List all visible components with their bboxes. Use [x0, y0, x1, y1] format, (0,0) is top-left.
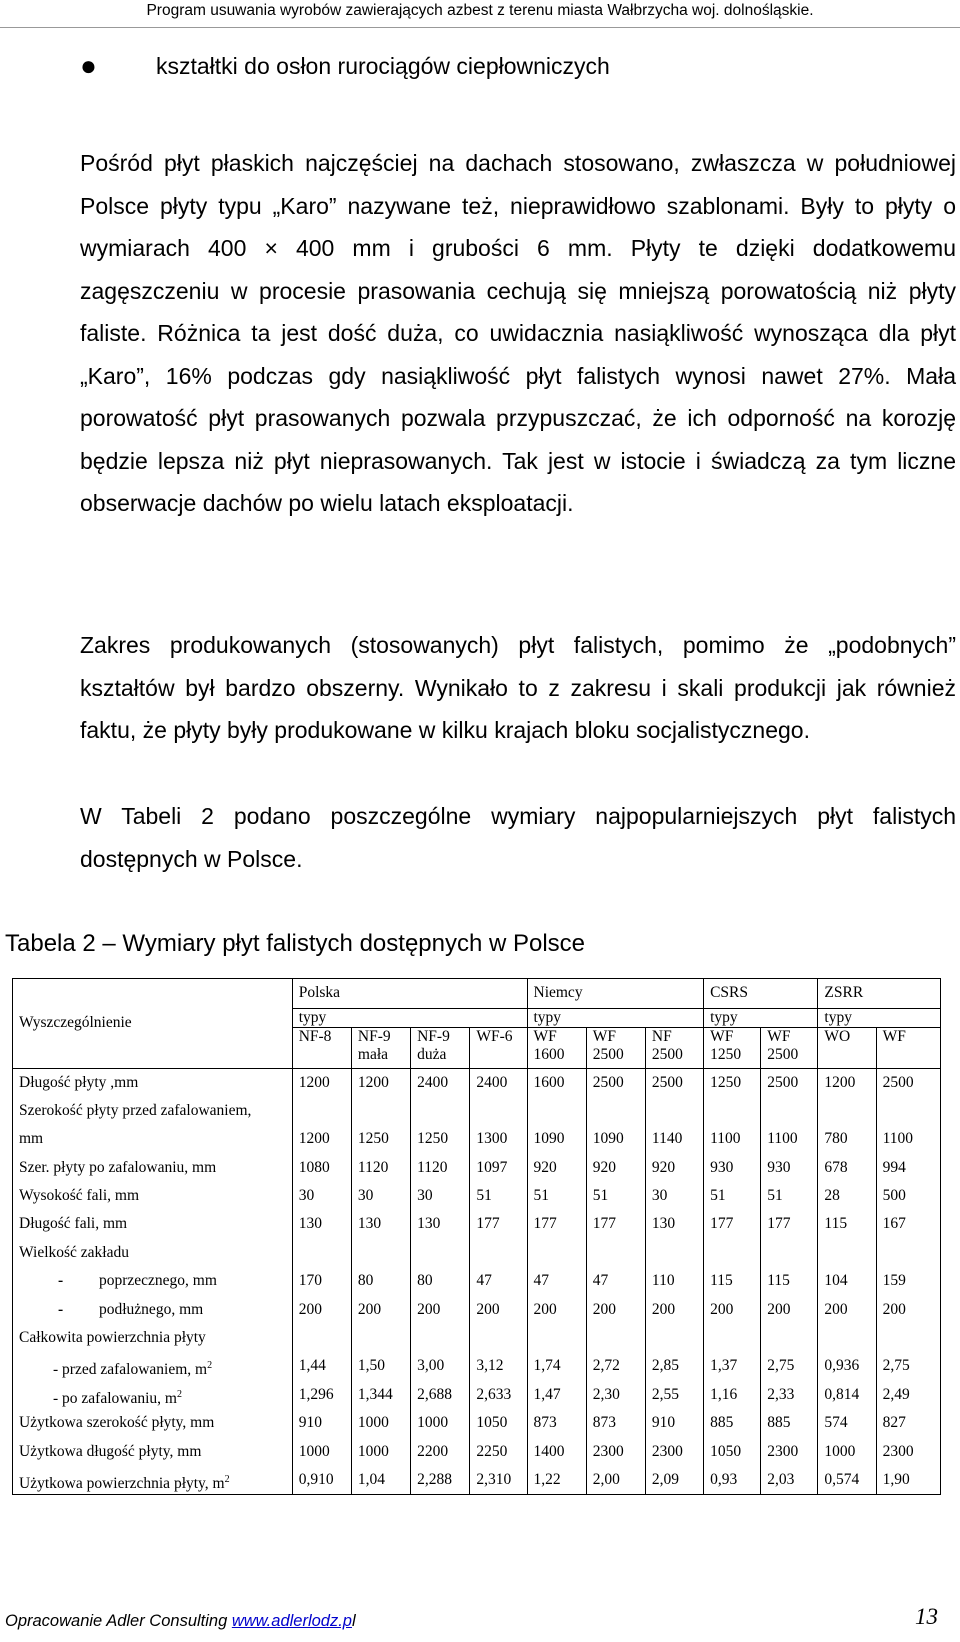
type-header: [470, 1027, 527, 1068]
table-cell-value: 1100: [767, 1130, 798, 1148]
table-cell-value: 177: [476, 1215, 500, 1233]
type-header: [818, 1027, 876, 1068]
category-label: Długość fali, mm: [19, 1215, 128, 1233]
table-cell-value: 678: [824, 1158, 848, 1176]
table-cell-value: 30: [357, 1187, 374, 1205]
table-cell-value: 200: [710, 1300, 734, 1318]
table-cell-value: [818, 1324, 875, 1352]
table-cell-value: 0,814: [824, 1385, 860, 1403]
table-cell-value: 2300: [651, 1442, 683, 1460]
table-cell-value: 0,910: [298, 1470, 334, 1488]
table-cell-value: 1,74: [533, 1357, 561, 1375]
table-cell-value: [818, 1239, 875, 1267]
table-cell-value: 2,55: [651, 1385, 680, 1403]
table-cell-value: 200: [357, 1300, 382, 1318]
table-cell-value: 2400: [476, 1073, 508, 1091]
category-label: - po zafalowaniu, m: [53, 1389, 177, 1407]
category-label: Szerokość płyty przed zafalowaniem,: [19, 1101, 252, 1119]
table-cell-value: 930: [767, 1158, 791, 1176]
values-column: [761, 1068, 818, 1495]
table-cell-value: [587, 1324, 645, 1352]
table-cell-value: 200: [651, 1300, 676, 1318]
table-cell-value: 0,574: [824, 1470, 860, 1488]
type-header: [351, 1027, 410, 1068]
type-header: [586, 1027, 645, 1068]
table-cell-value: 2500: [592, 1073, 624, 1091]
page-header: Program usuwania wyrobów zawierających azbest z terenu miasta Wałbrzycha woj. dolnośląskie.: [146, 2, 814, 19]
table-cell-value: 177: [710, 1215, 734, 1233]
table-cell-value: 920: [533, 1158, 557, 1176]
values-column: [876, 1068, 940, 1495]
table-cell-value: 104: [824, 1272, 848, 1290]
table-cell-value: [470, 1097, 526, 1125]
table-cell-value: 47: [476, 1272, 492, 1290]
table-cell-value: 1,44: [298, 1357, 326, 1375]
table-cell-value: 200: [882, 1300, 906, 1318]
table-cell-value: 910: [651, 1414, 676, 1432]
type-variant: 1250: [710, 1045, 742, 1063]
table-cell-value: 47: [592, 1272, 609, 1290]
type-name: WF: [882, 1027, 906, 1045]
table-cell-value: [528, 1324, 586, 1352]
dash-marker: -: [58, 1272, 64, 1290]
category-label: Długość płyty ,mm: [19, 1073, 139, 1091]
table-cell-value: [877, 1097, 940, 1125]
table-caption: Tabela 2 – Wymiary płyt falistych dostępnych w Polsce: [5, 930, 586, 957]
table-cell-value: [411, 1239, 469, 1267]
table-cell-value: [411, 1097, 469, 1125]
table-cell-value: 2,00: [592, 1470, 620, 1488]
table-cell-value: 1600: [533, 1073, 565, 1091]
table-cell-value: 1050: [476, 1414, 508, 1432]
values-column: [645, 1068, 703, 1495]
category-label: Użytkowa szerokość płyty, mm: [19, 1414, 215, 1432]
type-header: [645, 1027, 703, 1068]
table-cell-value: 115: [710, 1272, 733, 1290]
table-cell-value: [470, 1239, 526, 1267]
bullet-text: kształtki do osłon rurociągów ciepłowniczych: [156, 53, 610, 79]
footer-text: Opracowanie Adler Consulting: [5, 1612, 232, 1630]
table-cell-value: 200: [592, 1300, 616, 1318]
table-cell-value: 827: [882, 1414, 906, 1432]
type-name: WF: [533, 1027, 557, 1045]
page-number: 13: [915, 1604, 938, 1629]
table-cell-value: 2,288: [417, 1470, 452, 1488]
table-cell-value: 130: [417, 1215, 441, 1233]
table-cell-value: [761, 1324, 817, 1352]
table-cell-value: 1080: [298, 1158, 330, 1176]
superscript-2: 2: [176, 1388, 182, 1400]
table-cell-value: 1,344: [357, 1385, 393, 1403]
category-sub-row: [13, 1352, 292, 1380]
table-cell-value: 3,12: [476, 1357, 504, 1375]
table-cell-value: 1,50: [357, 1357, 386, 1375]
values-column: [351, 1068, 410, 1495]
table-cell-value: 2,75: [882, 1357, 910, 1375]
table-cell-value: 1,90: [882, 1470, 910, 1488]
paragraph-zakres: Zakres produkowanych (stosowanych) płyt falistych, pomimo że „podobnych” kształtów był bardzo obszerny. Wynikało to z zakresu i skali produkcji jak również faktu, że płyty były produkowane w kilku krajach bloku socjalistycznego.: [80, 632, 956, 743]
table-cell-value: 1050: [710, 1442, 742, 1460]
values-column: [527, 1068, 586, 1495]
table-cell-value: 2,09: [651, 1470, 680, 1488]
table-cell-value: 1,296: [298, 1385, 334, 1403]
category-label: Użytkowa powierzchnia płyty, m: [19, 1474, 225, 1492]
table-cell-value: 170: [298, 1272, 322, 1290]
type-header: [704, 1027, 761, 1068]
table-cell-value: 130: [298, 1215, 322, 1233]
table-cell-value: [646, 1097, 703, 1125]
table-cell-value: [704, 1097, 760, 1125]
table-cell-value: 0,936: [824, 1357, 860, 1375]
table-cell-value: 2500: [882, 1073, 914, 1091]
table-cell-value: 2,75: [767, 1357, 795, 1375]
table-cell-value: 1097: [476, 1158, 508, 1176]
table-cell-value: 2250: [476, 1442, 508, 1460]
table-cell-value: 2500: [767, 1073, 799, 1091]
table-cell-value: 200: [533, 1300, 557, 1318]
category-label: poprzecznego, mm: [99, 1272, 217, 1290]
table-cell-value: 1000: [298, 1442, 330, 1460]
table-cell-value: 500: [882, 1187, 906, 1205]
type-header: [527, 1027, 586, 1068]
paragraph-tabela-intro: W Tabeli 2 podano poszczególne wymiary najpopularniejszych płyt falistych dostępnych w Polsce.: [80, 803, 956, 872]
type-name: WF-6: [476, 1027, 513, 1045]
table-cell-value: [587, 1239, 645, 1267]
table-cell-value: 2,72: [592, 1357, 620, 1375]
type-name: WO: [824, 1027, 851, 1045]
category-row: [13, 1466, 292, 1494]
category-column: [13, 1068, 293, 1495]
table-cell-value: [470, 1324, 526, 1352]
dimensions-table: [12, 978, 941, 1495]
row-header-cell: [13, 979, 293, 1069]
table-cell-value: 1250: [710, 1073, 742, 1091]
table-cell-value: [646, 1239, 703, 1267]
table-cell-value: 115: [824, 1215, 848, 1233]
category-label: Wielkość zakładu: [19, 1243, 129, 1261]
typy-label: typy: [527, 1008, 704, 1027]
bullet-icon: ●: [80, 50, 97, 81]
table-cell-value: 2300: [592, 1442, 624, 1460]
type-header: [876, 1027, 940, 1068]
table-cell-value: 1090: [533, 1130, 565, 1148]
values-column: [818, 1068, 876, 1495]
table-cell-value: [704, 1239, 760, 1267]
category-label: podłużnego, mm: [99, 1300, 204, 1318]
table-cell-value: [352, 1097, 410, 1125]
table-cell-value: 30: [651, 1187, 668, 1205]
category-label: - przed zafalowaniem, m: [53, 1361, 208, 1379]
dash-marker: -: [58, 1300, 64, 1318]
table-cell-value: 2300: [882, 1442, 914, 1460]
type-name: NF-8: [298, 1027, 332, 1045]
table-cell-value: 2,85: [651, 1357, 680, 1375]
table-cell-value: 2,03: [767, 1470, 795, 1488]
table-cell-value: 1250: [357, 1130, 389, 1148]
table-cell-value: 51: [592, 1187, 609, 1205]
table-cell-value: 920: [592, 1158, 616, 1176]
country-csrs: CSRS: [704, 979, 818, 1009]
table-cell-value: 130: [357, 1215, 382, 1233]
category-sub-row: [13, 1381, 292, 1409]
table-cell-value: [587, 1097, 645, 1125]
table-cell-value: [761, 1239, 817, 1267]
table-cell-value: 2,633: [476, 1385, 512, 1403]
table-cell-value: 2500: [651, 1073, 683, 1091]
table-cell-value: 159: [882, 1272, 906, 1290]
table-cell-value: [528, 1239, 586, 1267]
footer-link[interactable]: www.adlerlodz.p: [231, 1612, 352, 1630]
category-label: Wysokość fali, mm: [19, 1187, 140, 1205]
table-cell-value: 1000: [824, 1442, 856, 1460]
table-cell-value: 1100: [882, 1130, 914, 1148]
table-cell-value: 1200: [357, 1073, 389, 1091]
type-name: NF-9: [357, 1027, 391, 1045]
table-cell-value: 1120: [357, 1158, 389, 1176]
country-zssr: ZSRR: [818, 979, 941, 1009]
type-name: WF: [710, 1027, 734, 1045]
paragraph-karo: Pośród płyt płaskich najczęściej na dachach stosowano, zwłaszcza w południowej Polsce płyty typu „Karo” nazywane też, nieprawidłowo szablonami. Były to płyty o wymiarach 400 × 400 mm i grubości 6 mm. Płyty te dzięki dodatkowemu zagęszczeniu w procesie prasowania cechują się mniejszą porowatością niż płyty faliste. Różnica ta jest dość duża, co uwidacznia nasiąkliwość wynosząca dla płyt „Karo”, 16% podczas gdy nasiąkliwość płyt falistych wynosi nawet 27%. Mała porowatość płyt prasowanych pozwala przypuszczać, że ich odporność na korozję będzie lepsza niż płyt nieprasowanych. Tak jest w istocie i świadczą za tym liczne obserwacje dachów po wielu latach eksploatacji.: [80, 150, 956, 516]
values-column: [704, 1068, 761, 1495]
table-cell-value: 177: [767, 1215, 791, 1233]
table-cell-value: 1,22: [533, 1470, 561, 1488]
table-cell-value: 3,00: [417, 1357, 445, 1375]
table-cell-value: 167: [882, 1215, 906, 1233]
values-column: [292, 1068, 351, 1495]
type-variant: 1600: [533, 1045, 565, 1063]
table-cell-value: 1400: [533, 1442, 565, 1460]
table-cell-value: 1090: [592, 1130, 624, 1148]
table-cell-value: 885: [767, 1414, 791, 1432]
table-cell-value: 177: [592, 1215, 616, 1233]
table-cell-value: 1200: [824, 1073, 856, 1091]
table-cell-value: 200: [824, 1300, 848, 1318]
table-cell-value: 873: [592, 1414, 616, 1432]
table-cell-value: 1,37: [710, 1357, 738, 1375]
type-name: NF-9: [417, 1027, 450, 1045]
table-cell-value: [352, 1324, 410, 1352]
table-cell-value: [761, 1097, 817, 1125]
table-cell-value: 130: [651, 1215, 676, 1233]
typy-label: typy: [818, 1008, 941, 1027]
table-cell-value: 51: [710, 1187, 726, 1205]
table-cell-value: 200: [417, 1300, 441, 1318]
type-variant: mała: [357, 1045, 389, 1063]
table-cell-value: 780: [824, 1130, 848, 1148]
table-cell-value: 28: [824, 1187, 840, 1205]
table-cell-value: [528, 1097, 586, 1125]
table-cell-value: 177: [533, 1215, 557, 1233]
table-cell-value: [352, 1239, 410, 1267]
row-header-label: Wyszczególnienie: [19, 1014, 132, 1031]
table-cell-value: 1000: [417, 1414, 449, 1432]
type-name: NF: [651, 1027, 672, 1045]
table-cell-value: [877, 1324, 940, 1352]
typy-label: typy: [704, 1008, 818, 1027]
category-label: mm: [19, 1130, 44, 1148]
category-label: Całkowita powierzchnia płyty: [19, 1329, 206, 1347]
type-header: [292, 1027, 351, 1068]
table-cell-value: [877, 1239, 940, 1267]
country-polska: Polska: [292, 979, 527, 1009]
table-cell-value: 1120: [417, 1158, 448, 1176]
table-cell-value: 80: [357, 1272, 374, 1290]
type-name: WF: [592, 1027, 616, 1045]
table-cell-value: 200: [298, 1300, 322, 1318]
table-cell-value: 930: [710, 1158, 734, 1176]
table-cell-value: 1000: [357, 1414, 389, 1432]
table-cell-value: 1100: [710, 1130, 741, 1148]
table-cell-value: 1,47: [533, 1385, 561, 1403]
table-cell-value: 574: [824, 1414, 848, 1432]
superscript-2: 2: [207, 1360, 213, 1372]
type-name: WF: [767, 1027, 791, 1045]
footer-tail: l: [351, 1612, 356, 1630]
table-cell-value: 873: [533, 1414, 557, 1432]
table-cell-value: 30: [298, 1187, 315, 1205]
superscript-2: 2: [224, 1473, 230, 1485]
type-variant: 2500: [651, 1045, 683, 1063]
table-cell-value: 47: [533, 1272, 549, 1290]
category-label: Użytkowa długość płyty, mm: [19, 1442, 202, 1460]
table-cell-value: 2200: [417, 1442, 449, 1460]
table-cell-value: 2300: [767, 1442, 799, 1460]
table-cell-value: 1,04: [357, 1470, 386, 1488]
category-sub-row: [13, 1296, 292, 1324]
category-sub-row: [13, 1267, 292, 1295]
type-variant: duża: [417, 1045, 447, 1063]
table-cell-value: [293, 1097, 351, 1125]
values-column: [411, 1068, 470, 1495]
table-cell-value: 920: [651, 1158, 676, 1176]
category-label: Szer. płyty po zafalowaniu, mm: [19, 1158, 217, 1176]
typy-label: typy: [292, 1008, 527, 1027]
table-cell-value: 80: [417, 1272, 433, 1290]
table-cell-value: 51: [476, 1187, 492, 1205]
table-cell-value: [646, 1324, 703, 1352]
table-cell-value: 2,30: [592, 1385, 620, 1403]
table-cell-value: [818, 1097, 875, 1125]
table-cell-value: [293, 1324, 351, 1352]
table-cell-value: 200: [476, 1300, 500, 1318]
table-cell-value: 2,688: [417, 1385, 452, 1403]
table-cell-value: 2400: [417, 1073, 449, 1091]
table-cell-value: 1250: [417, 1130, 449, 1148]
table-cell-value: 200: [767, 1300, 791, 1318]
values-column: [586, 1068, 645, 1495]
table-cell-value: 51: [767, 1187, 783, 1205]
table-cell-value: 885: [710, 1414, 734, 1432]
type-header: [761, 1027, 818, 1068]
table-cell-value: 1,16: [710, 1385, 738, 1403]
table-cell-value: 1200: [298, 1130, 330, 1148]
table-cell-value: 51: [533, 1187, 549, 1205]
country-niemcy: Niemcy: [527, 979, 704, 1009]
type-variant: 2500: [767, 1045, 799, 1063]
table-cell-value: 2,49: [882, 1385, 910, 1403]
table-cell-value: [293, 1239, 351, 1267]
table-cell-value: 994: [882, 1158, 906, 1176]
table-cell-value: 1200: [298, 1073, 330, 1091]
page-footer: [5, 1612, 356, 1631]
type-variant: 2500: [592, 1045, 624, 1063]
table-cell-value: 115: [767, 1272, 790, 1290]
table-cell-value: 1300: [476, 1130, 508, 1148]
table-cell-value: 1000: [357, 1442, 389, 1460]
table-cell-value: 910: [298, 1414, 322, 1432]
values-column: [470, 1068, 527, 1495]
table-cell-value: [704, 1324, 760, 1352]
table-cell-value: 1140: [651, 1130, 683, 1148]
table-cell-value: 0,93: [710, 1470, 738, 1488]
table-cell-value: 2,33: [767, 1385, 795, 1403]
type-header: [411, 1027, 470, 1068]
header-divider: [0, 27, 960, 28]
table-cell-value: 110: [651, 1272, 675, 1290]
table-cell-value: 2,310: [476, 1470, 512, 1488]
table-cell-value: [411, 1324, 469, 1352]
table-cell-value: 30: [417, 1187, 433, 1205]
